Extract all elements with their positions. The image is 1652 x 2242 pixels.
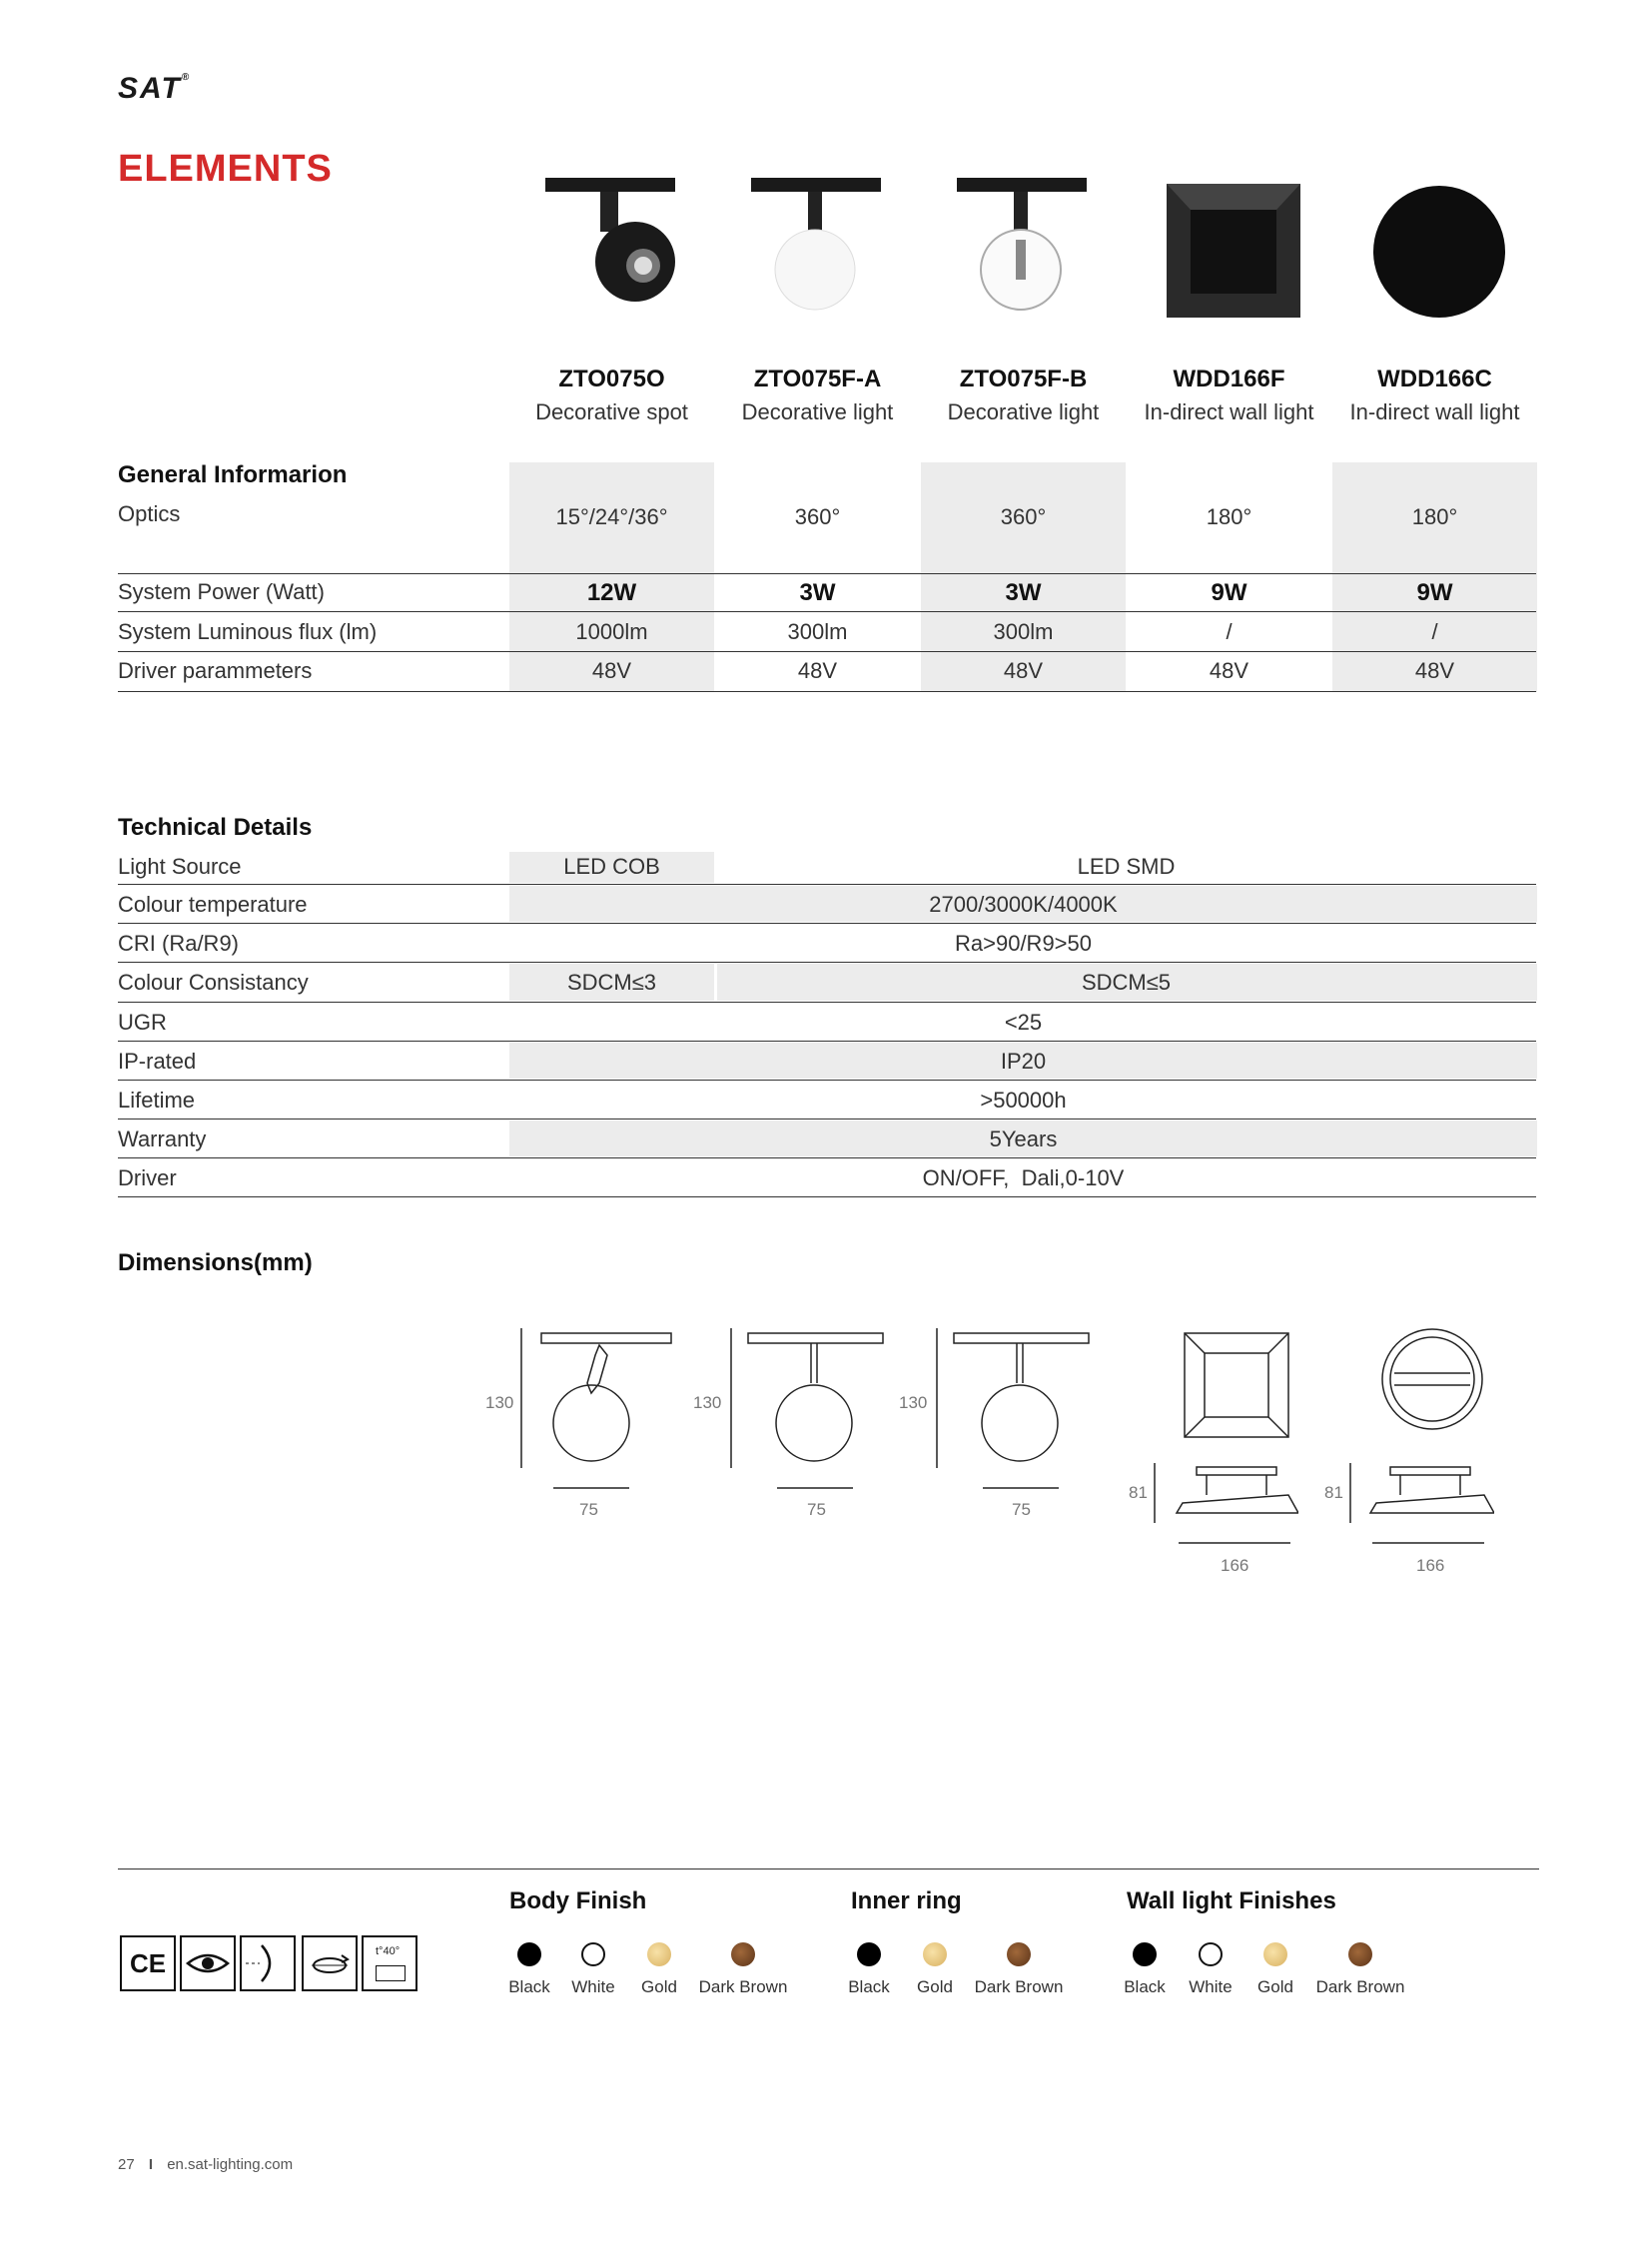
product-image-zto075o	[535, 170, 685, 330]
lifetime-label: Lifetime	[118, 1088, 196, 1113]
product-code: ZTO075F-B	[959, 366, 1088, 392]
driver-param-value: 48V	[591, 658, 632, 683]
driver-label: Driver	[118, 1165, 177, 1190]
driver-value: ON/OFF, Dali,0-10V	[922, 1165, 1125, 1190]
flux-label: System Luminous flux (lm)	[118, 619, 378, 644]
light-source-smd: LED SMD	[1077, 854, 1176, 879]
ip-label: IP-rated	[118, 1049, 197, 1074]
divider	[118, 1002, 1536, 1003]
dim-width: 75	[807, 1500, 826, 1519]
swatch-gold	[923, 1942, 947, 1966]
cri-value: Ra>90/R9>50	[955, 931, 1092, 956]
swatch-label: Gold	[641, 1977, 677, 1996]
ce-mark-icon: CE	[120, 1935, 176, 1991]
optics-value: 180°	[1206, 504, 1252, 529]
dim-width: 75	[579, 1500, 598, 1519]
swatch-black	[857, 1942, 881, 1966]
product-image-zto075f-a	[741, 170, 891, 330]
divider	[118, 573, 1536, 574]
dim-width: 166	[1221, 1556, 1249, 1575]
dimension-drawing-zto075o	[519, 1323, 679, 1503]
body-finish-heading: Body Finish	[509, 1887, 647, 1914]
consistency-first: SDCM≤3	[566, 970, 657, 995]
dim-height: 130	[693, 1393, 722, 1412]
technical-heading: Technical Details	[118, 814, 313, 841]
product-image-zto075f-b	[947, 170, 1097, 330]
flux-value: 300lm	[993, 619, 1054, 644]
product-code: WDD166C	[1377, 366, 1492, 392]
optics-value: 15°/24°/36°	[555, 504, 668, 529]
divider	[118, 691, 1536, 692]
product-image-wdd166c	[1364, 170, 1514, 330]
dim-height: 81	[1324, 1483, 1343, 1502]
swatch-label: Dark Brown	[1315, 1977, 1405, 1996]
light-source-label: Light Source	[118, 854, 242, 879]
product-code: ZTO075F-A	[753, 366, 882, 392]
website-link[interactable]: en.sat-lighting.com	[167, 2156, 294, 2173]
divider	[118, 1119, 1536, 1120]
page-title: ELEMENTS	[118, 148, 333, 190]
eye-icon	[180, 1935, 236, 1991]
divider	[118, 923, 1536, 924]
ip-value: IP20	[1000, 1049, 1047, 1074]
warranty-value: 5Years	[989, 1126, 1058, 1151]
dim-height: 130	[485, 1393, 514, 1412]
footer-separator: I	[148, 2156, 154, 2173]
general-heading: General Informarion	[118, 461, 348, 488]
driver-param-value: 48V	[797, 658, 838, 683]
temperature-box	[376, 1965, 406, 1981]
swatch-label: White	[571, 1977, 615, 1996]
divider	[118, 611, 1536, 612]
product-desc: In-direct wall light	[1349, 399, 1520, 424]
swatch-label: Dark Brown	[698, 1977, 788, 1996]
dimension-drawing-zto075f-b	[929, 1323, 1099, 1503]
flux-value: /	[1431, 619, 1438, 644]
brand-logo: SAT®	[118, 72, 192, 105]
cri-label: CRI (Ra/R9)	[118, 931, 240, 956]
divider	[118, 1868, 1539, 1869]
warranty-label: Warranty	[118, 1126, 207, 1151]
swatch-label: Black	[508, 1977, 550, 1996]
optics-label: Optics	[118, 501, 181, 526]
product-image-wdd166f	[1159, 170, 1308, 330]
driver-param-value: 48V	[1003, 658, 1044, 683]
product-desc: Decorative spot	[535, 399, 688, 424]
ugr-label: UGR	[118, 1010, 167, 1035]
product-code: WDD166F	[1173, 366, 1285, 392]
page-number: 27	[118, 2156, 135, 2173]
power-value: 12W	[586, 579, 637, 606]
dim-width: 166	[1416, 1556, 1445, 1575]
dimension-drawing-wdd166f	[1149, 1323, 1298, 1553]
temperature-icon	[362, 1935, 417, 1991]
optics-value: 360°	[1000, 504, 1047, 529]
power-value: 3W	[1005, 579, 1042, 606]
power-label: System Power (Watt)	[118, 579, 325, 604]
driver-param-label: Driver parammeters	[118, 658, 313, 683]
divider	[118, 1041, 1536, 1042]
flux-value: 1000lm	[575, 619, 648, 644]
swatch-white	[581, 1942, 605, 1966]
swatch-gold	[1263, 1942, 1287, 1966]
wall-finish-heading: Wall light Finishes	[1127, 1887, 1336, 1914]
dim-width: 75	[1012, 1500, 1031, 1519]
colour-temp-label: Colour temperature	[118, 892, 308, 917]
optics-value: 360°	[794, 504, 841, 529]
swatch-label: Black	[1124, 1977, 1166, 1996]
dim-height: 81	[1129, 1483, 1148, 1502]
optics-value: 180°	[1411, 504, 1458, 529]
dimension-drawing-wdd166c	[1344, 1323, 1494, 1553]
dimension-drawing-zto075f-a	[723, 1323, 893, 1503]
lifetime-value: >50000h	[980, 1088, 1067, 1113]
swatch-label: Gold	[917, 1977, 953, 1996]
product-desc: Decorative light	[947, 399, 1100, 424]
swatch-black	[517, 1942, 541, 1966]
flux-value: /	[1226, 619, 1233, 644]
flux-value: 300lm	[787, 619, 848, 644]
swatch-gold	[647, 1942, 671, 1966]
dimensions-heading: Dimensions(mm)	[118, 1249, 313, 1276]
light-source-cob: LED COB	[563, 854, 660, 879]
swatch-label: Black	[848, 1977, 890, 1996]
divider	[118, 651, 1536, 652]
swatch-black	[1133, 1942, 1157, 1966]
swatch-label: Gold	[1257, 1977, 1293, 1996]
product-desc: Decorative light	[741, 399, 894, 424]
divider	[118, 1080, 1536, 1081]
colour-temp-value: 2700/3000K/4000K	[929, 892, 1118, 917]
dim-height: 130	[899, 1393, 928, 1412]
divider	[118, 1196, 1536, 1197]
swatch-label: White	[1189, 1977, 1233, 1996]
product-desc: In-direct wall light	[1144, 399, 1314, 424]
swatch-white	[1199, 1942, 1223, 1966]
ugr-value: <25	[1004, 1010, 1043, 1035]
temperature-label: t°40°	[376, 1945, 401, 1957]
divider	[118, 1157, 1536, 1158]
driver-param-value: 48V	[1414, 658, 1455, 683]
swatch-dark-brown	[1007, 1942, 1031, 1966]
swatch-label: Dark Brown	[974, 1977, 1064, 1996]
power-value: 3W	[799, 579, 836, 606]
swatch-dark-brown	[1348, 1942, 1372, 1966]
driver-param-value: 48V	[1209, 658, 1249, 683]
inner-ring-heading: Inner ring	[851, 1887, 962, 1914]
consistency-rest: SDCM≤5	[1081, 970, 1172, 995]
rotation-icon	[302, 1935, 358, 1991]
dimmable-icon	[240, 1935, 296, 1991]
swatch-dark-brown	[731, 1942, 755, 1966]
product-code: ZTO075O	[558, 366, 665, 392]
consistency-label: Colour Consistancy	[118, 970, 309, 995]
power-value: 9W	[1211, 579, 1247, 606]
power-value: 9W	[1416, 579, 1453, 606]
divider	[118, 962, 1536, 963]
divider	[118, 884, 1536, 885]
footer	[118, 2156, 293, 2173]
